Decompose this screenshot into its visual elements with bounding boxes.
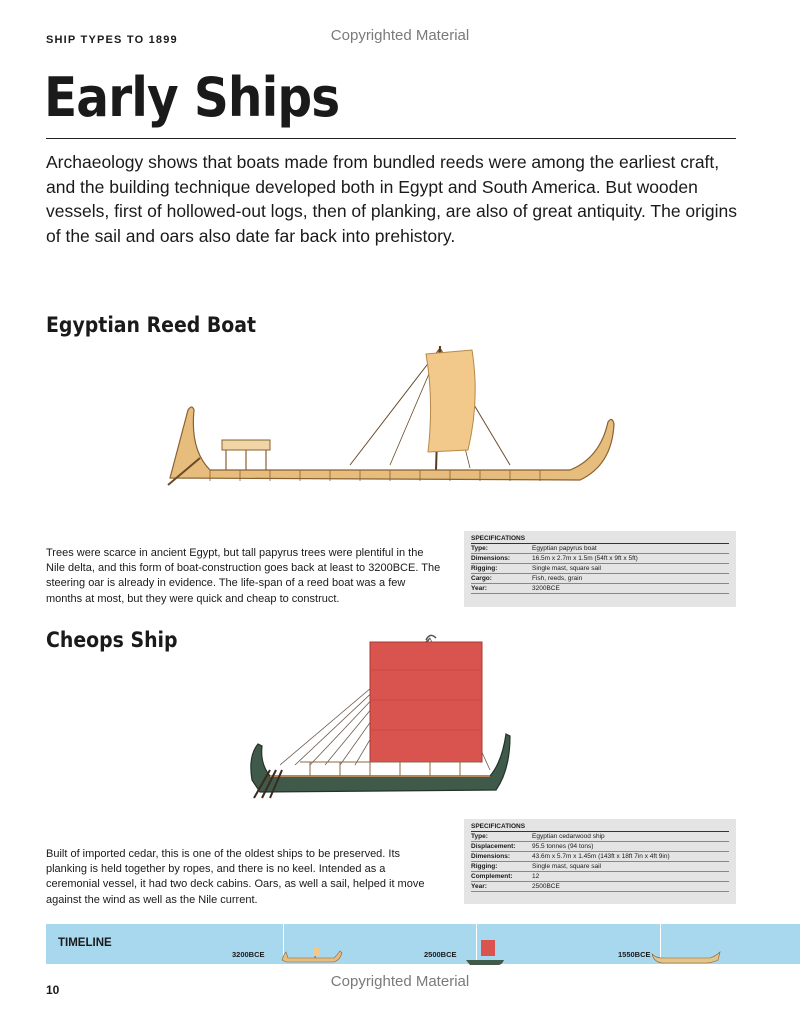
spec-row: Type: Egyptian cedarwood ship	[471, 832, 729, 842]
cheops-ship-spec-table	[464, 819, 736, 904]
spec-row: Year: 3200BCE	[471, 584, 729, 594]
timeline-ship-icon	[650, 948, 722, 964]
page-number: 10	[46, 983, 60, 997]
timeline-year: 3200BCE	[232, 950, 265, 959]
watermark-bottom: Copyrighted Material	[330, 973, 470, 990]
spec-title: SPECIFICATIONS	[471, 535, 729, 544]
reed-boat-illustration	[150, 340, 630, 500]
spec-row: Dimensions: 16.5m x 2.7m x 1.5m (54ft x 9ft x 5ft)	[471, 554, 729, 564]
timeline-year: 1550BCE	[618, 950, 651, 959]
reed-boat-spec-table	[464, 531, 736, 607]
spec-title: SPECIFICATIONS	[471, 823, 729, 832]
section-tag: SHIP TYPES TO 1899	[46, 34, 178, 46]
timeline-reed-boat-icon	[280, 946, 344, 964]
reed-boat-description: Trees were scarce in ancient Egypt, but tall papyrus trees were plentiful in the Nile delta, and this form of boat-construction goes back at least to 3200BCE. The steering oar is already in evidence. The life-span of a reed boat was a few months at most, but they were quick and cheap to construct.	[46, 547, 441, 605]
spec-row: Cargo: Fish, reeds, grain	[471, 574, 729, 584]
spec-row: Year: 2500BCE	[471, 882, 729, 892]
watermark-top: Copyrighted Material	[330, 27, 470, 44]
spec-row: Complement: 12	[471, 872, 729, 882]
intro-paragraph: Archaeology shows that boats made from bundled reeds were among the earliest craft, and the building technique developed both in Egypt and South America. But wooden vessels, first of hollowed-out logs, then of planking, are also of great antiquity. The origins of the sail and oars also date far back into prehistory.	[46, 152, 737, 246]
spec-row: Rigging: Single mast, square sail	[471, 564, 729, 574]
spec-row: Displacement: 95.5 tonnes (94 tons)	[471, 842, 729, 852]
spec-row: Rigging: Single mast, square sail	[471, 862, 729, 872]
cheops-ship-illustration	[240, 630, 530, 805]
spec-row: Type: Egyptian papyrus boat	[471, 544, 729, 554]
title-rule	[46, 138, 736, 139]
timeline-label: TIMELINE	[58, 937, 112, 949]
timeline-cheops-ship-icon	[464, 938, 506, 966]
page-title: Early Ships	[44, 66, 340, 129]
reed-boat-heading: Egyptian Reed Boat	[46, 313, 257, 337]
timeline-year: 2500BCE	[424, 950, 457, 959]
spec-row: Dimensions: 43.6m x 5.7m x 1.45m (143ft x 18ft 7in x 4ft 9in)	[471, 852, 729, 862]
cheops-ship-description: Built of imported cedar, this is one of the oldest ships to be preserved. Its planking is held together by ropes, and there is no keel. Intended as a ceremonial vessel, it had two deck cabins. Oars, as well a sail, helped it move against the wind as well as the Nile current.	[46, 848, 425, 906]
cheops-ship-heading: Cheops Ship	[46, 628, 178, 652]
